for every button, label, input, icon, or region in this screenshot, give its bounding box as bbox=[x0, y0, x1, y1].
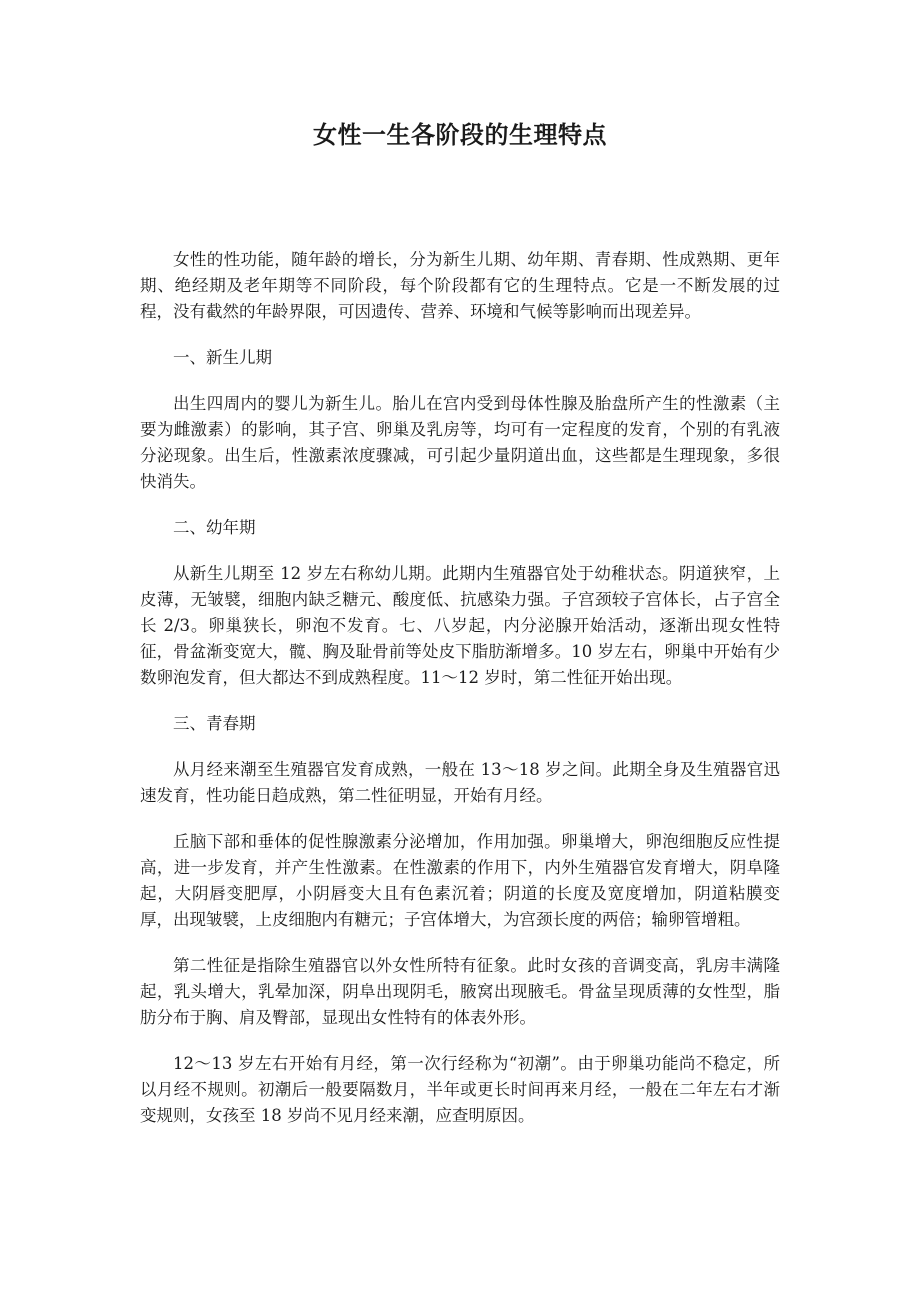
page-title: 女性一生各阶段的生理特点 bbox=[313, 121, 607, 149]
intro-paragraph: 女性的性功能，随年龄的增长，分为新生儿期、幼年期、青春期、性成熟期、更年期、绝经期及老年期等不同阶段，每个阶段都有它的生理特点。它是一不断发展的过程，没有截然的年龄界限，可因遗传、营养、环境和气候等影响而出现差异。 bbox=[140, 250, 780, 321]
puberty-paragraph-2: 丘脑下部和垂体的促性腺激素分泌增加，作用加强。卵巢增大，卵泡细胞反应性提高，进一步发育，并产生性激素。在性激素的作用下，内外生殖器官发育增大，阴阜隆起，大阴唇变肥厚，小阴唇变大且有色素沉着；阴道的长度及宽度增加，阴道粘膜变厚，出现皱襞，上皮细胞内有糖元；子宫体增大，为宫颈长度的两倍；输卵管增粗。 bbox=[140, 832, 780, 929]
section-heading-childhood: 二、幼年期 bbox=[173, 518, 256, 537]
puberty-paragraph-3: 第二性征是指除生殖器官以外女性所特有征象。此时女孩的音调变高，乳房丰满隆起，乳头增大，乳晕加深，阴阜出现阴毛，腋窝出现腋毛。骨盆呈现质薄的女性型，脂肪分布于胸、肩及臀部，显现出女性特有的体表外形。 bbox=[140, 956, 780, 1027]
puberty-paragraph-1: 从月经来潮至生殖器官发育成熟，一般在 13～18 岁之间。此期全身及生殖器官迅速发育，性功能日趋成熟，第二性征明显，开始有月经。 bbox=[140, 760, 780, 805]
childhood-paragraph: 从新生儿期至 12 岁左右称幼儿期。此期内生殖器官处于幼稚状态。阴道狭窄，上皮薄，无皱襞，细胞内缺乏糖元、酸度低、抗感染力强。子宫颈较子宫体长，占子宫全长 2/3。卵巢狭长，卵泡不发育。七、八岁起，内分泌腺开始活动，逐渐出现女性特征，骨盆渐变宽大，髋、胸及耻骨前等处皮下脂肪渐增多。10 岁左右，卵巢中开始有少数卵泡发育，但大都达不到成熟程度。11～12 岁时，第二性征开始出现。 bbox=[140, 564, 780, 687]
puberty-paragraph-4: 12～13 岁左右开始有月经，第一次行经称为“初潮”。由于卵巢功能尚不稳定，所以月经不规则。初潮后一般要隔数月，半年或更长时间再来月经，一般在二年左右才渐变规则，女孩至 18 岁尚不见月经来潮，应查明原因。 bbox=[140, 1054, 780, 1125]
document-body bbox=[140, 247, 780, 1149]
newborn-paragraph: 出生四周内的婴儿为新生儿。胎儿在宫内受到母体性腺及胎盘所产生的性激素（主要为雌激素）的影响，其子宫、卵巢及乳房等，均可有一定程度的发育，个别的有乳液分泌现象。出生后，性激素浓度骤减，可引起少量阴道出血，这些都是生理现象，多很快消失。 bbox=[140, 394, 780, 491]
section-heading-newborn: 一、新生儿期 bbox=[173, 348, 272, 367]
section-heading-puberty: 三、青春期 bbox=[173, 714, 256, 733]
